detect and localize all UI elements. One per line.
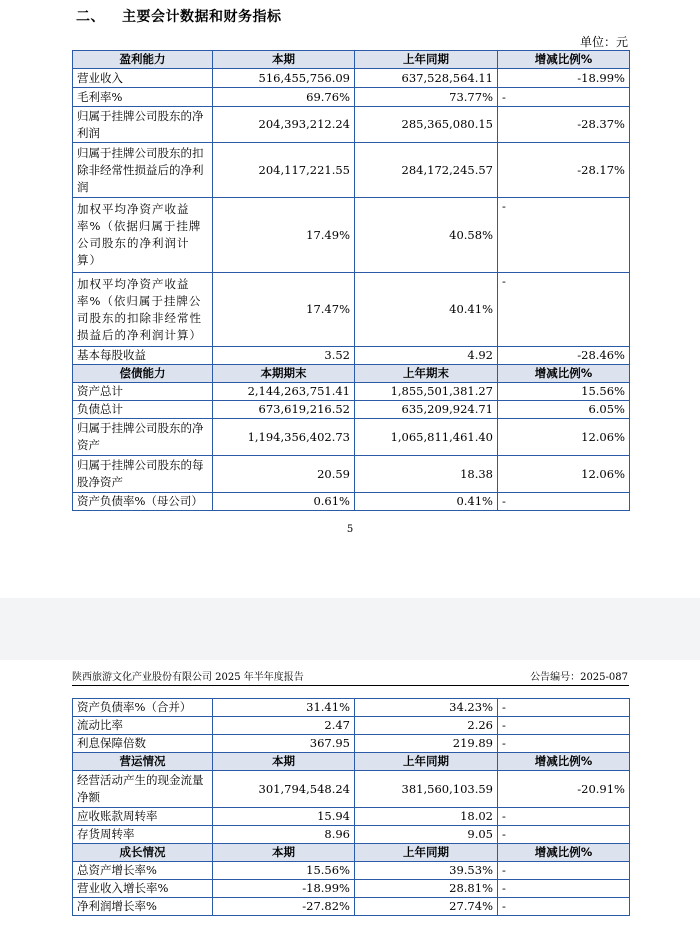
prior-value: 28.81% [355,880,498,898]
table-row [73,808,630,826]
table-row [73,69,630,88]
row-label: 总资产增长率% [73,862,213,880]
prior-value: 40.41% [355,273,498,347]
row-label: 营业收入增长率% [73,880,213,898]
prior-value: 27.74% [355,898,498,916]
current-value: 516,455,756.09 [213,69,355,88]
header-cell: 本期 [213,753,355,771]
row-label: 流动比率 [73,717,213,735]
prior-value: 637,528,564.11 [355,69,498,88]
change-value: - [498,198,630,273]
header-cell: 上年同期 [355,844,498,862]
current-value: 69.76% [213,88,355,107]
change-value: - [498,493,630,511]
header-cell: 增减比例% [498,365,630,383]
prior-value: 34.23% [355,699,498,717]
section-number: 二、 [76,9,105,25]
prior-value: 9.05 [355,826,498,844]
header-cell: 上年同期 [355,753,498,771]
prior-value: 285,365,080.15 [355,107,498,143]
current-value: 3.52 [213,347,355,365]
current-value: -18.99% [213,880,355,898]
prior-value: 4.92 [355,347,498,365]
row-label: 加权平均净资产收益率%（依据归属于挂牌公司股东的净利润计算） [73,198,213,273]
row-label: 归属于挂牌公司股东的净资产 [73,419,213,456]
row-label: 负债总计 [73,401,213,419]
header-divider [72,685,629,686]
table-row [73,717,630,735]
table-row [73,493,630,511]
table-row [73,898,630,916]
header-cell: 增减比例% [498,753,630,771]
solvency-header-row [73,365,630,383]
change-value: 12.06% [498,419,630,456]
table-row [73,771,630,808]
current-value: 204,117,221.55 [213,143,355,198]
header-cell: 成长情况 [73,844,213,862]
table-row [73,88,630,107]
prior-value: 0.41% [355,493,498,511]
operations-header-row [73,753,630,771]
prior-value: 2.26 [355,717,498,735]
row-label: 利息保障倍数 [73,735,213,753]
header-cell: 上年期末 [355,365,498,383]
row-label: 资产负债率%（母公司） [73,493,213,511]
change-value: - [498,862,630,880]
prior-value: 1,065,811,461.40 [355,419,498,456]
prior-value: 635,209,924.71 [355,401,498,419]
financial-indicators-table [72,50,630,511]
announcement-number: 公告编号：2025-087 [530,672,628,683]
header-cell: 本期 [213,51,355,69]
row-label: 净利润增长率% [73,898,213,916]
table-row [73,735,630,753]
change-value: - [498,808,630,826]
current-value: 31.41% [213,699,355,717]
section-title: 主要会计数据和财务指标 [122,9,282,25]
current-value: 0.61% [213,493,355,511]
change-value: - [498,699,630,717]
current-value: 2,144,263,751.41 [213,383,355,401]
change-value: -28.17% [498,143,630,198]
table-row [73,401,630,419]
change-value: -18.99% [498,69,630,88]
row-label: 营业收入 [73,69,213,88]
table-row [73,143,630,198]
row-label: 毛利率% [73,88,213,107]
report-title: 陕西旅游文化产业股份有限公司 2025 年半年度报告 [72,672,304,683]
financial-indicators-table-continued [72,698,630,916]
header-cell: 增减比例% [498,844,630,862]
current-value: 20.59 [213,456,355,493]
row-label: 加权平均净资产收益率%（依归属于挂牌公司股东的扣除非经常性损益后的净利润计算） [73,273,213,347]
change-value: -28.37% [498,107,630,143]
row-label: 归属于挂牌公司股东的扣除非经常性损益后的净利润 [73,143,213,198]
current-value: 8.96 [213,826,355,844]
current-value: 17.49% [213,198,355,273]
current-value: 1,194,356,402.73 [213,419,355,456]
current-value: 301,794,548.24 [213,771,355,808]
current-value: 673,619,216.52 [213,401,355,419]
currency-unit: 单位：元 [579,35,628,49]
prior-value: 284,172,245.57 [355,143,498,198]
prior-value: 73.77% [355,88,498,107]
current-value: 17.47% [213,273,355,347]
row-label: 归属于挂牌公司股东的每股净资产 [73,456,213,493]
header-cell: 增减比例% [498,51,630,69]
report-page-6 [0,660,700,939]
row-label: 基本每股收益 [73,347,213,365]
header-cell: 上年同期 [355,51,498,69]
current-value: 204,393,212.24 [213,107,355,143]
prior-value: 40.58% [355,198,498,273]
row-label: 资产总计 [73,383,213,401]
change-value: 12.06% [498,456,630,493]
section-heading [76,6,282,26]
prior-value: 219.89 [355,735,498,753]
prior-value: 1,855,501,381.27 [355,383,498,401]
change-value: -20.91% [498,771,630,808]
table-row [73,699,630,717]
current-value: -27.82% [213,898,355,916]
change-value: - [498,717,630,735]
header-cell: 偿债能力 [73,365,213,383]
prior-value: 18.02 [355,808,498,826]
profitability-header-row [73,51,630,69]
table-row [73,419,630,456]
page-number: 5 [346,524,354,535]
change-value: - [498,898,630,916]
change-value: - [498,880,630,898]
change-value: - [498,826,630,844]
change-value: -28.46% [498,347,630,365]
table-row [73,107,630,143]
header-cell: 营运情况 [73,753,213,771]
current-value: 15.56% [213,862,355,880]
current-value: 2.47 [213,717,355,735]
table-row [73,456,630,493]
table-row [73,347,630,365]
current-value: 367.95 [213,735,355,753]
row-label: 资产负债率%（合并） [73,699,213,717]
change-value: - [498,88,630,107]
change-value: 15.56% [498,383,630,401]
prior-value: 39.53% [355,862,498,880]
change-value: 6.05% [498,401,630,419]
header-cell: 本期 [213,844,355,862]
row-label: 存货周转率 [73,826,213,844]
table-row [73,198,630,273]
prior-value: 18.38 [355,456,498,493]
prior-value: 381,560,103.59 [355,771,498,808]
change-value: - [498,273,630,347]
row-label: 应收账款周转率 [73,808,213,826]
change-value: - [498,735,630,753]
page-gap [0,598,700,660]
table-row [73,273,630,347]
row-label: 经营活动产生的现金流量净额 [73,771,213,808]
header-cell: 本期期末 [213,365,355,383]
growth-header-row [73,844,630,862]
table-row [73,880,630,898]
row-label: 归属于挂牌公司股东的净利润 [73,107,213,143]
table-row [73,383,630,401]
current-value: 15.94 [213,808,355,826]
header-cell: 盈利能力 [73,51,213,69]
table-row [73,826,630,844]
table-row [73,862,630,880]
